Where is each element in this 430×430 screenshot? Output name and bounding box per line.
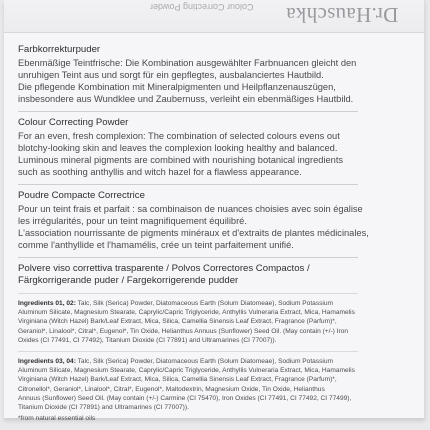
english-line: For an even, fresh complexion: The combination of selected colours evens out <box>18 131 340 141</box>
footnote: *from natural essential oils <box>18 415 96 423</box>
ingredients-text <box>18 299 416 345</box>
ingredients-line: Aluminum Silicate, Magnesium Stearate, Caprylic/Capric Triglyceride, Anthyllis Vulneraria Extract, Mica, Hamamelis <box>18 309 355 317</box>
french-title: Poudre Compacte Correctrice <box>18 190 145 201</box>
german-description <box>18 57 416 105</box>
divider <box>18 184 358 185</box>
ingredients-line: Talc, Silk (Serica) Powder, Diatomaceous Earth (Solum Diatomeae), Sodium Potassium <box>77 358 334 366</box>
ingredients-line: Virginiana (Witch Hazel) Bark/Leaf Extract, Mica, Silica, Camellia Sinensis Leaf Extract, Fragrance (Parfum)*, <box>18 318 337 326</box>
french-description <box>18 203 416 251</box>
french-line: les irrégularités, pour un teint magnifiquement équilibré. <box>18 216 247 226</box>
product-line-mirrored: Colour Correcting Powder <box>150 2 254 12</box>
multilingual-names <box>18 263 416 287</box>
ingredients-line: Geraniol*, Linalool*, Citral*, Eugenol*, Tin Oxide, Helianthus Annuus (Sunflower) Seed Oil. (May contain (+/-) Iron <box>18 327 349 335</box>
german-section <box>18 44 416 105</box>
divider <box>18 257 358 258</box>
french-section <box>18 190 416 251</box>
english-section <box>18 117 416 178</box>
label-text <box>18 44 416 423</box>
ingredients-01-02 <box>18 299 416 345</box>
multilingual-name-line: Färgkorrigerande puder / Fargekorrigerende pudder <box>18 275 239 286</box>
ingredients-label: Ingredients 03, 04: <box>18 358 76 366</box>
english-line: such as soothing anthyllis and witch hazel for a flawless appearance. <box>18 167 302 177</box>
german-line: insbesondere aus Wundklee und Zaubernuss, verleiht ein ebenmäßiges Hautbild. <box>18 94 354 104</box>
ingredients-line: Virginiana (Witch Hazel) Bark/Leaf Extract, Mica, Silica, Camellia Sinensis Leaf Extract, Fragrance (Parfum)*, <box>18 376 337 384</box>
ingredients-label: Ingredients 01, 02: <box>18 300 76 307</box>
german-line: Ebenmäßige Teintfrische: Die Kombination ausgewählter Farbnuancen gleicht den <box>18 58 357 68</box>
ingredients-line: Talc, Silk (Serica) Powder, Diatomaceous Earth (Solum Diatomeae), Sodium Potassium <box>77 300 334 307</box>
box-lid <box>4 0 424 33</box>
ingredients-line: Aluminum Silicate, Magnesium Stearate, Caprylic/Capric Triglyceride, Anthyllis Vulneraria Extract, Mica, Hamamelis <box>18 367 355 375</box>
product-box-back <box>4 0 425 423</box>
ingredients-03-04 <box>18 357 416 423</box>
divider <box>18 293 358 294</box>
german-title: Farbkorrekturpuder <box>18 44 101 55</box>
ingredients-line: Titanium Dioxide (CI 77891) and Ultramarines (CI 77007)). <box>18 404 189 412</box>
divider <box>18 111 358 112</box>
ingredients-line: Annuus (Sunflower) Seed Oil. (May contain (+/-) Carmine (CI 75470), Iron Oxides (CI 77491, CI 77492, CI 77499), <box>18 394 352 402</box>
french-line: L'association nourrissante de pigments minéraux et d'extraits de plantes médicinales, <box>18 228 369 238</box>
german-line: Die pflegende Kombination mit Mineralpigmenten und Heilpflanzenauszügen, <box>18 82 336 92</box>
english-description <box>18 130 416 178</box>
multilingual-name-line: Polvere viso correttiva trasparente / Polvos Correctores Compactos / <box>18 263 310 274</box>
german-line: unruhigen Teint aus und sorgt für ein gepflegtes, ausbalanciertes Hautbild. <box>18 70 324 80</box>
english-title: Colour Correcting Powder <box>18 117 129 128</box>
french-line: comme l'anthyllide et l'hamamélis, crée un teint parfaitement unifié. <box>18 240 294 250</box>
ingredients-line: Citronellol*, Geraniol*, Linalool*, Citral*, Eugenol*, Maltodextrin, Magnesium Oxide, Tin Oxide, Helianthus <box>18 385 325 393</box>
brand-name-mirrored: Dr.Hauschka <box>286 3 399 27</box>
english-line: Luminous mineral pigments are combined with nourishing botanical ingredients <box>18 155 344 165</box>
divider <box>18 351 358 352</box>
ingredients-text <box>18 357 416 412</box>
french-line: Pour un teint frais et parfait : sa combinaison de nuances choisies avec soin égalise <box>18 204 363 214</box>
english-line: blotchy-looking skin and leaves the complexion looking healthy and balanced. <box>18 143 338 153</box>
ingredients-line: Oxides (CI 77491, CI 77492), Titanium Dioxide (CI 77891) and Ultramarines (CI 77007)). <box>18 336 277 344</box>
